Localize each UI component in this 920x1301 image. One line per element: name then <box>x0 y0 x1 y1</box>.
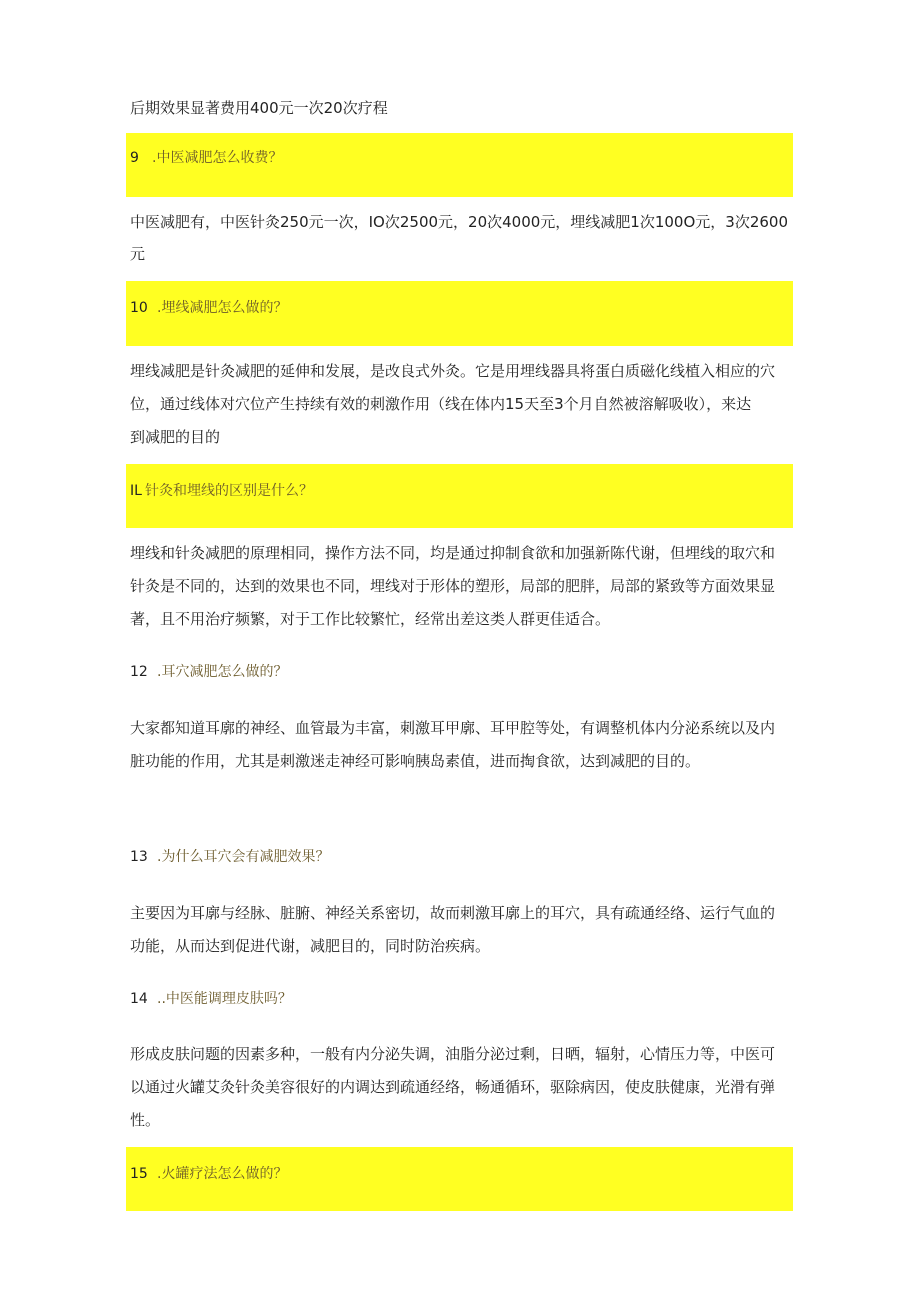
answer-line: 以通过火罐艾灸针灸美容很好的内调达到疏通经络，畅通循环，驱除病因，使皮肤健康，光滑有弹 <box>130 1078 776 1096</box>
question-number: IL <box>130 483 142 499</box>
question-number: 12 <box>130 664 148 680</box>
answer-line: 中医减肥有，中医针灸250元一次，IO次2500元，20次4000元，埋线减肥1次100O元，3次2600 <box>130 213 788 231</box>
answer-line: 形成皮肤问题的因素多种，一般有内分泌失调，油脂分泌过剩，日晒，辐射，心情压力等，中医可 <box>130 1045 776 1063</box>
answer-line: 大家都知道耳廓的神经、血管最为丰富，刺激耳甲廓、耳甲腔等处，有调整机体内分泌系统以及内 <box>130 719 776 737</box>
question-title: .耳穴减肥怎么做的？ <box>157 664 288 680</box>
answer-line: 埋线减肥是针灸减肥的延伸和发展，是改良式外灸。它是用埋线器具将蛋白质磁化线植入相应的穴 <box>130 362 776 380</box>
question-number: 13 <box>130 849 148 865</box>
question-heading <box>130 989 292 1009</box>
answer-line: 到减肥的目的 <box>130 428 221 446</box>
question-number: 14 <box>130 991 148 1007</box>
answer-line: 脏功能的作用，尤其是刺激迷走神经可影响胰岛素值，进而掏食欲，达到减肥的目的。 <box>130 752 701 770</box>
answer-line: 主要因为耳廓与经脉、脏腑、神经关系密切，故而刺激耳廓上的耳穴，具有疏通经络、运行气血的 <box>130 904 776 922</box>
answer-line: 位，通过线体对穴位产生持续有效的刺激作用（线在体内15天至3个月自然被溶解吸收），来达 <box>130 395 752 413</box>
answer-line: 功能，从而达到促进代谢，减肥目的，同时防治疾病。 <box>130 937 491 955</box>
question-title: .中医减肥怎么收费？ <box>152 150 283 166</box>
question-heading <box>130 847 329 867</box>
question-number: 10 <box>130 300 148 316</box>
question-title: .为什么耳穴会有减肥效果？ <box>157 849 330 865</box>
question-title: .埋线减肥怎么做的？ <box>157 300 288 316</box>
question-title: .火罐疗法怎么做的？ <box>157 1166 288 1182</box>
question-heading <box>130 148 282 168</box>
question-number: 15 <box>130 1166 148 1182</box>
question-title: 针灸和埋线的区别是什么？ <box>145 483 313 499</box>
answer-line: 元 <box>130 245 146 263</box>
answer-line: 埋线和针灸减肥的原理相同，操作方法不同，均是通过抑制食欲和加强新陈代谢，但埋线的取穴和 <box>130 544 776 562</box>
question-heading <box>130 662 287 682</box>
answer-line: 著，且不用治疗频繁，对于工作比较繁忙，经常出差这类人群更佳适合。 <box>130 610 611 628</box>
question-title: ..中医能调理皮肤吗？ <box>157 991 292 1007</box>
question-heading <box>130 481 313 501</box>
intro-text: 后期效果显著费用400元一次20次疗程 <box>130 99 388 117</box>
question-number: 9 <box>130 150 139 166</box>
answer-line: 性。 <box>130 1111 161 1129</box>
question-heading <box>130 298 287 318</box>
question-heading <box>130 1164 287 1184</box>
answer-line: 针灸是不同的，达到的效果也不同，埋线对于形体的塑形，局部的肥胖，局部的紧致等方面效果显 <box>130 577 776 595</box>
